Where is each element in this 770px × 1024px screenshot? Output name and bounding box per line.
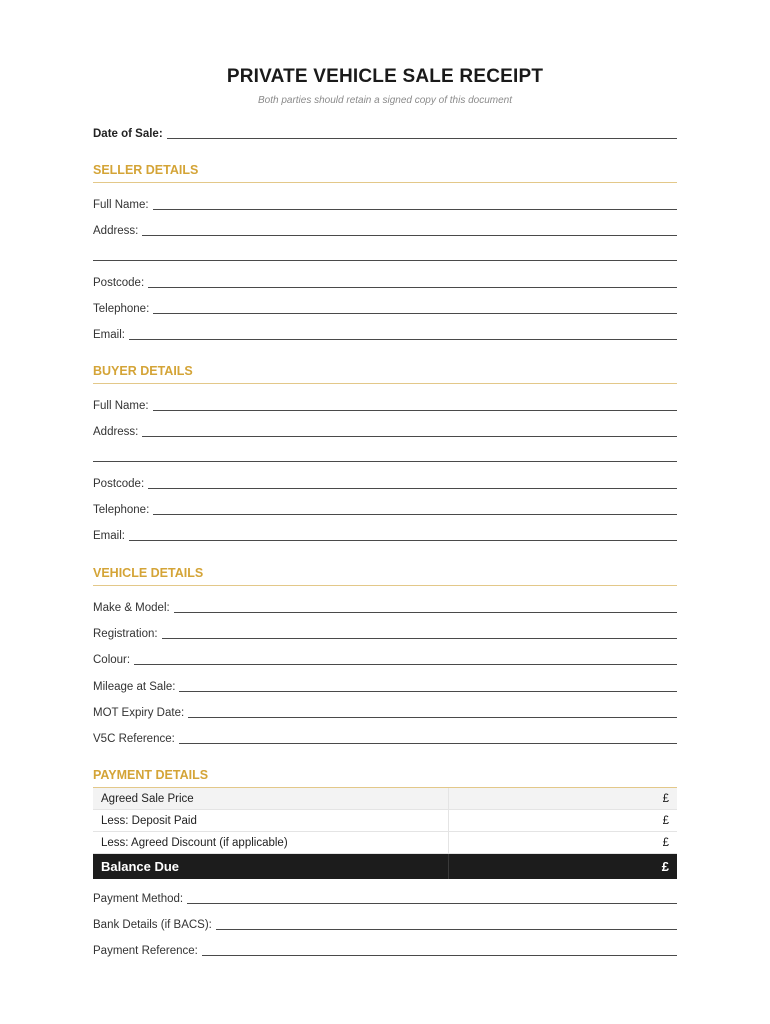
payment-table xyxy=(93,788,677,879)
page-title: PRIVATE VEHICLE SALE RECEIPT xyxy=(226,66,544,87)
payment-amount-cell[interactable]: £ xyxy=(449,832,678,854)
registration-field[interactable] xyxy=(93,624,677,640)
v5c-reference-field[interactable] xyxy=(93,729,677,745)
buyer-full-name-field[interactable] xyxy=(93,396,677,412)
mot-expiry-field[interactable] xyxy=(93,703,677,719)
payment-method-line[interactable] xyxy=(187,893,677,904)
seller-full-name-label: Full Name: xyxy=(93,199,149,211)
date-of-sale-field[interactable] xyxy=(93,124,677,140)
payment-amount-cell[interactable]: £ xyxy=(449,810,678,832)
make-model-label: Make & Model: xyxy=(93,602,170,614)
seller-postcode-line[interactable] xyxy=(148,277,677,288)
date-of-sale-label: Date of Sale: xyxy=(93,128,163,140)
seller-address-line[interactable] xyxy=(142,225,677,236)
payment-reference-field[interactable] xyxy=(93,941,677,957)
colour-label: Colour: xyxy=(93,654,131,666)
buyer-address-label: Address: xyxy=(93,426,139,438)
registration-line[interactable] xyxy=(162,628,677,639)
make-model-field[interactable] xyxy=(93,598,677,614)
buyer-postcode-line[interactable] xyxy=(148,478,677,489)
bank-details-field[interactable] xyxy=(93,915,677,931)
payment-row-balance-due xyxy=(93,854,677,880)
seller-address-line-2[interactable] xyxy=(93,260,677,261)
seller-section-heading: SELLER DETAILS xyxy=(93,163,677,183)
mot-expiry-label: MOT Expiry Date: xyxy=(93,707,185,719)
seller-telephone-line[interactable] xyxy=(153,303,677,314)
payment-method-label: Payment Method: xyxy=(93,893,184,905)
mot-expiry-line[interactable] xyxy=(188,707,677,718)
balance-due-label: Balance Due xyxy=(93,854,449,880)
payment-row-label: Less: Deposit Paid xyxy=(93,810,449,832)
page-subtitle: Both parties should retain a signed copy of this document xyxy=(257,95,513,106)
v5c-reference-line[interactable] xyxy=(179,733,677,744)
colour-field[interactable] xyxy=(93,650,677,666)
payment-reference-label: Payment Reference: xyxy=(93,945,198,957)
buyer-email-line[interactable] xyxy=(129,530,677,541)
v5c-reference-label: V5C Reference: xyxy=(93,733,175,745)
mileage-field[interactable] xyxy=(93,677,677,693)
buyer-address-field[interactable] xyxy=(93,422,677,438)
seller-address-field[interactable] xyxy=(93,221,677,237)
seller-email-field[interactable] xyxy=(93,325,677,341)
registration-label: Registration: xyxy=(93,628,158,640)
vehicle-section-heading: VEHICLE DETAILS xyxy=(93,566,677,586)
payment-row-sale-price xyxy=(93,788,677,810)
seller-full-name-field[interactable] xyxy=(93,195,677,211)
buyer-postcode-label: Postcode: xyxy=(93,478,145,490)
seller-address-label: Address: xyxy=(93,225,139,237)
payment-row-deposit xyxy=(93,810,677,832)
payment-method-field[interactable] xyxy=(93,889,677,905)
buyer-email-label: Email: xyxy=(93,530,125,542)
seller-postcode-label: Postcode: xyxy=(93,277,145,289)
colour-line[interactable] xyxy=(134,654,677,665)
seller-postcode-field[interactable] xyxy=(93,273,677,289)
payment-row-discount xyxy=(93,832,677,854)
buyer-section-heading: BUYER DETAILS xyxy=(93,364,677,384)
seller-telephone-label: Telephone: xyxy=(93,303,150,315)
buyer-postcode-field[interactable] xyxy=(93,474,677,490)
payment-section-heading: PAYMENT DETAILS xyxy=(93,768,677,788)
buyer-address-line-2[interactable] xyxy=(93,461,677,462)
buyer-telephone-line[interactable] xyxy=(153,504,677,515)
seller-full-name-line[interactable] xyxy=(153,199,677,210)
mileage-label: Mileage at Sale: xyxy=(93,681,176,693)
buyer-telephone-field[interactable] xyxy=(93,500,677,516)
date-of-sale-line[interactable] xyxy=(167,128,677,139)
buyer-email-field[interactable] xyxy=(93,526,677,542)
mileage-line[interactable] xyxy=(179,681,677,692)
make-model-line[interactable] xyxy=(174,602,677,613)
buyer-telephone-label: Telephone: xyxy=(93,504,150,516)
seller-email-label: Email: xyxy=(93,329,125,341)
balance-due-amount-cell[interactable]: £ xyxy=(449,854,678,880)
seller-telephone-field[interactable] xyxy=(93,299,677,315)
payment-row-label: Agreed Sale Price xyxy=(93,788,449,810)
bank-details-label: Bank Details (if BACS): xyxy=(93,919,212,931)
buyer-full-name-label: Full Name: xyxy=(93,400,149,412)
payment-amount-cell[interactable]: £ xyxy=(449,788,678,810)
bank-details-line[interactable] xyxy=(216,919,677,930)
payment-row-label: Less: Agreed Discount (if applicable) xyxy=(93,832,449,854)
payment-reference-line[interactable] xyxy=(202,945,677,956)
buyer-address-line[interactable] xyxy=(142,426,677,437)
buyer-full-name-line[interactable] xyxy=(153,400,677,411)
seller-email-line[interactable] xyxy=(129,329,677,340)
